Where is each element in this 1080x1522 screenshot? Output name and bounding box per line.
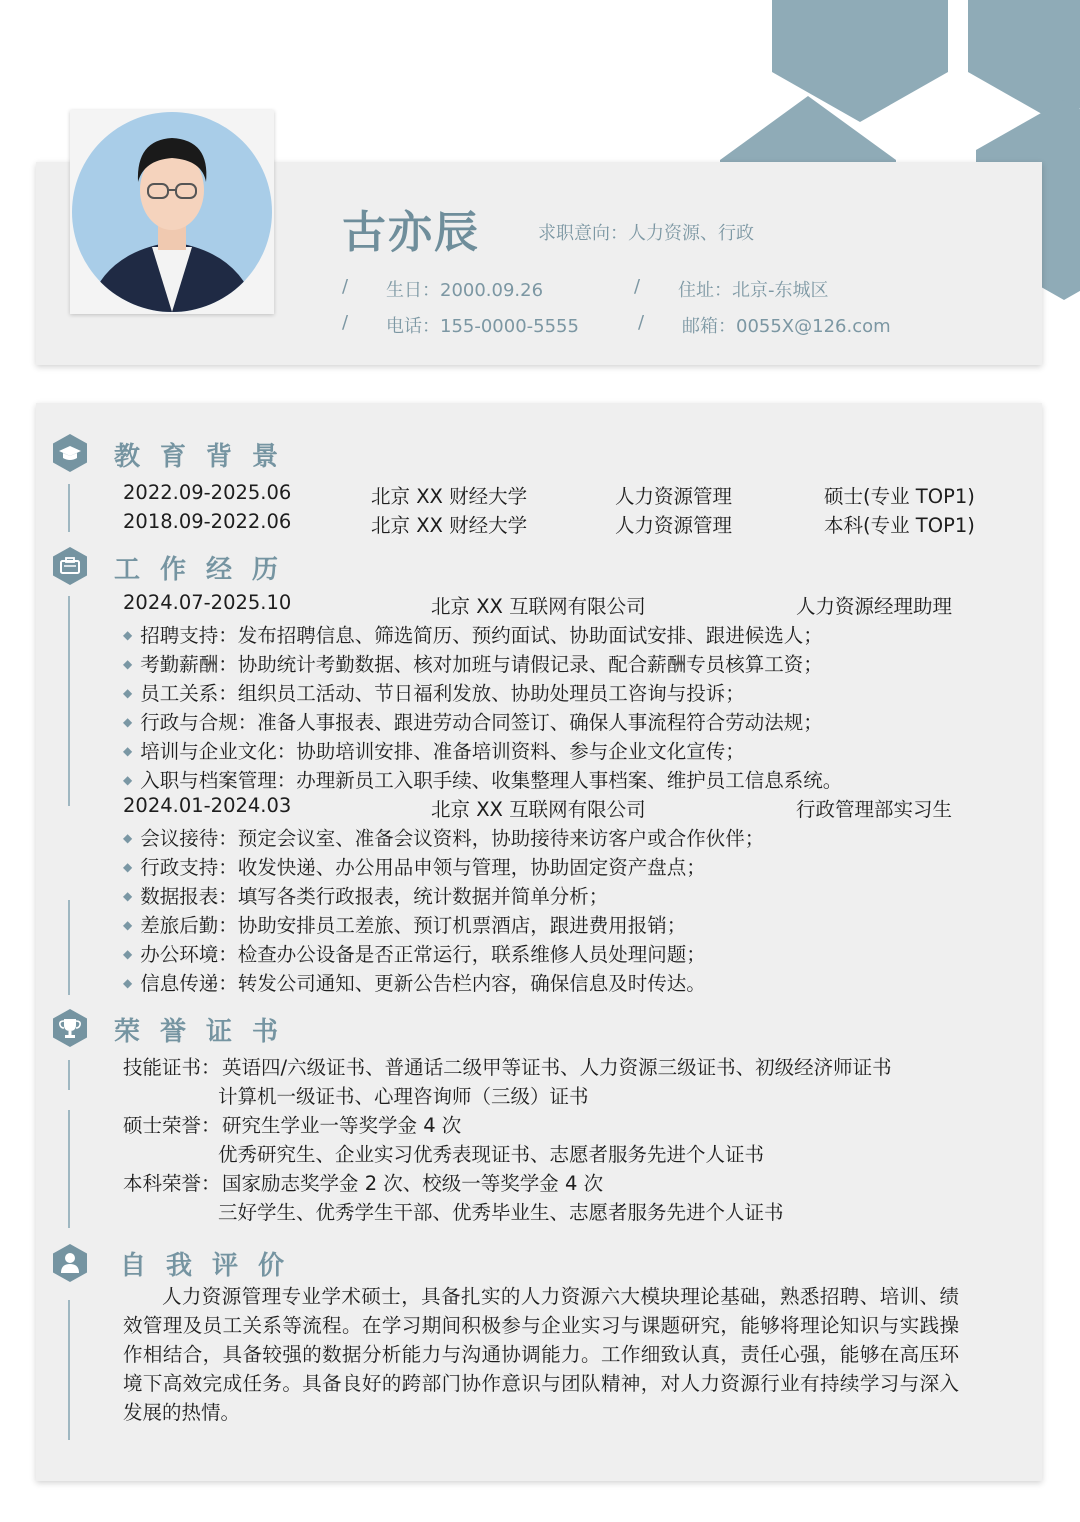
honor-label: 技能证书：	[123, 1056, 221, 1079]
list-item: ◆ 会议接待：预定会议室、准备会议资料，协助接待来访客户或合作伙伴；	[123, 827, 765, 850]
job-period: 2024.07-2025.10	[123, 591, 292, 614]
honor-line: 三好学生、优秀学生干部、优秀毕业生、志愿者服务先进个人证书	[218, 1201, 784, 1224]
timeline-line	[68, 484, 70, 532]
job-period: 2024.01-2024.03	[123, 794, 292, 817]
list-item: ◆ 差旅后勤：协助安排员工差旅、预订机票酒店，跟进费用报销；	[123, 914, 687, 937]
timeline-line	[68, 1110, 70, 1228]
honor-line: 英语四/六级证书、普通话二级甲等证书、人力资源三级证书、初级经济师证书	[222, 1056, 892, 1079]
list-item: ◆ 数据报表：填写各类行政报表，统计数据并简单分析；	[123, 885, 609, 908]
separator: /	[634, 276, 641, 297]
job-company: 北京 XX 互联网有限公司	[431, 595, 646, 618]
graduation-cap-icon	[50, 433, 90, 473]
edu-major: 人力资源管理	[615, 485, 733, 508]
honor-line: 研究生学业一等奖学金 4 次	[222, 1114, 462, 1137]
diamond-bullet-icon: ◆	[123, 773, 133, 787]
diamond-bullet-icon: ◆	[123, 715, 133, 729]
list-item: ◆ 行政与合规：准备人事报表、跟进劳动合同签订、确保人事流程符合劳动法规；	[123, 711, 823, 734]
diamond-bullet-icon: ◆	[123, 744, 133, 758]
list-item: ◆ 员工关系：组织员工活动、节日福利发放、协助处理员工咨询与投诉；	[123, 682, 745, 705]
address: 住址：北京-东城区	[678, 280, 829, 301]
honor-line: 优秀研究生、企业实习优秀表现证书、志愿者服务先进个人证书	[218, 1143, 765, 1166]
list-item: ◆ 行政支持：收发快递、办公用品申领与管理，协助固定资产盘点；	[123, 856, 706, 879]
honor-line: 国家励志奖学金 2 次、校级一等奖学金 4 次	[222, 1172, 604, 1195]
section-title-self-eval: 自我评价	[120, 1251, 305, 1281]
timeline-line	[68, 1300, 70, 1440]
diamond-bullet-icon: ◆	[123, 889, 133, 903]
diamond-bullet-icon: ◆	[123, 831, 133, 845]
list-item: ◆ 信息传递：转发公司通知、更新公告栏内容，确保信息及时传达。	[123, 972, 706, 995]
birthday: 生日：2000.09.26	[386, 280, 544, 301]
edu-period: 2022.09-2025.06	[123, 481, 292, 504]
diamond-bullet-icon: ◆	[123, 686, 133, 700]
separator: /	[342, 312, 349, 333]
honor-label: 本科荣誉：	[123, 1172, 221, 1195]
list-item: ◆ 培训与企业文化：协助培训安排、准备培训资料、参与企业文化宣传；	[123, 740, 745, 763]
separator: /	[638, 312, 645, 333]
list-item: ◆ 考勤薪酬：协助统计考勤数据、核对加班与请假记录、配合薪酬专员核算工资；	[123, 653, 823, 676]
person-icon	[50, 1243, 90, 1283]
section-title-work: 工作经历	[114, 555, 299, 585]
honor-line: 计算机一级证书、心理咨询师（三级）证书	[218, 1085, 589, 1108]
diamond-bullet-icon: ◆	[123, 657, 133, 671]
edu-period: 2018.09-2022.06	[123, 510, 292, 533]
self-evaluation-text: 人力资源管理专业学术硕士，具备扎实的人力资源六大模块理论基础，熟悉招聘、培训、绩效管理及员工关系等流程。在学习期间积极参与企业实习与课题研究，能够将理论知识与实践操作相结合，具备较强的数据分析能力与沟通协调能力。工作细致认真，责任心强，能够在高压环境下高效完成任务。具备良好的跨部门协作意识与团队精神，对人力资源行业有持续学习与深入发展的热情。	[123, 1285, 959, 1424]
diamond-bullet-icon: ◆	[123, 628, 133, 642]
briefcase-icon	[50, 546, 90, 586]
job-role: 人力资源经理助理	[796, 595, 953, 618]
edu-school: 北京 XX 财经大学	[371, 485, 528, 508]
edu-school: 北京 XX 财经大学	[371, 514, 528, 537]
section-title-honors: 荣誉证书	[114, 1017, 299, 1047]
list-item: ◆ 招聘支持：发布招聘信息、筛选简历、预约面试、协助面试安排、跟进候选人；	[123, 624, 823, 647]
timeline-line	[68, 900, 70, 995]
honor-label: 硕士荣誉：	[123, 1114, 221, 1137]
edu-degree: 本科(专业 TOP1)	[824, 514, 975, 537]
list-item: ◆ 入职与档案管理：办理新员工入职手续、收集整理人事档案、维护员工信息系统。	[123, 769, 843, 792]
email: 邮箱：0055X@126.com	[682, 316, 891, 337]
trophy-icon	[50, 1008, 90, 1048]
section-title-education: 教育背景	[114, 442, 299, 472]
diamond-bullet-icon: ◆	[123, 976, 133, 990]
edu-degree: 硕士(专业 TOP1)	[824, 485, 975, 508]
separator: /	[342, 276, 349, 297]
job-intent: 求职意向：人力资源、行政	[538, 223, 754, 244]
timeline-line	[68, 596, 70, 806]
job-role: 行政管理部实习生	[796, 798, 953, 821]
diamond-bullet-icon: ◆	[123, 947, 133, 961]
edu-major: 人力资源管理	[615, 514, 733, 537]
candidate-name: 古亦辰	[342, 207, 480, 258]
avatar	[72, 112, 272, 312]
timeline-line	[68, 1060, 70, 1090]
phone: 电话：155-0000-5555	[386, 316, 579, 337]
job-company: 北京 XX 互联网有限公司	[431, 798, 646, 821]
diamond-bullet-icon: ◆	[123, 918, 133, 932]
list-item: ◆ 办公环境：检查办公设备是否正常运行，联系维修人员处理问题；	[123, 943, 706, 966]
profile-photo	[70, 110, 274, 314]
diamond-bullet-icon: ◆	[123, 860, 133, 874]
